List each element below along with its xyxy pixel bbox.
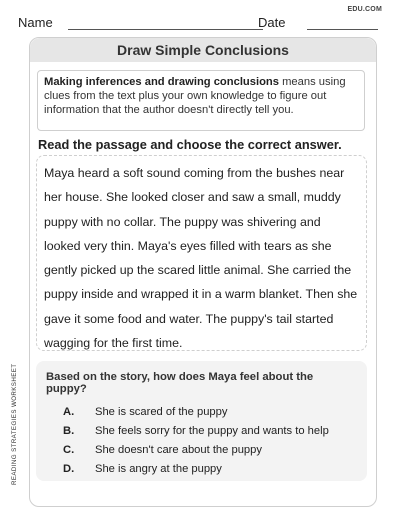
name-field-line[interactable] bbox=[68, 29, 263, 30]
definition-term: Making inferences and drawing conclusions bbox=[44, 76, 279, 88]
answer-option-b[interactable] bbox=[46, 422, 357, 441]
definition-text: means using clues from the text plus your own knowledge to figure out information that the author doesn't directly tell you. bbox=[44, 76, 346, 116]
name-label: Name bbox=[18, 15, 53, 30]
answer-option-a[interactable] bbox=[46, 403, 357, 422]
reading-passage: Maya heard a soft sound coming from the bushes near her house. She looked closer and saw a small, muddy puppy with no collar. The puppy was shivering and looked very thin. Maya's eyes filled with tears as she gently picked up the scared little animal. She carried the puppy inside and wrapped it in a warm blanket. Then she gave it some food and water. The puppy's tail started wagging for the first time. bbox=[36, 155, 367, 351]
instruction-text: Read the passage and choose the correct answer. bbox=[38, 137, 342, 152]
answer-option-c[interactable] bbox=[46, 441, 357, 460]
worksheet-card bbox=[29, 37, 377, 507]
page-title: Draw Simple Conclusions bbox=[117, 42, 289, 58]
title-bar bbox=[30, 38, 376, 62]
question-box bbox=[36, 361, 367, 481]
option-letter: A. bbox=[63, 406, 75, 418]
answer-option-d[interactable] bbox=[46, 460, 357, 479]
date-field-line[interactable] bbox=[307, 29, 378, 30]
question-text: Based on the story, how does Maya feel about the puppy? bbox=[46, 371, 314, 395]
option-letter: B. bbox=[63, 425, 75, 437]
option-text: She is angry at the puppy bbox=[95, 463, 222, 475]
header-row bbox=[18, 15, 378, 33]
option-text: She is scared of the puppy bbox=[95, 406, 228, 418]
option-letter: C. bbox=[63, 444, 75, 456]
option-letter: D. bbox=[63, 463, 75, 475]
date-label: Date bbox=[258, 15, 286, 30]
worksheet-category-label: READING STRATEGIES WORKSHEET bbox=[11, 363, 18, 485]
option-text: She doesn't care about the puppy bbox=[95, 444, 262, 456]
definition-box bbox=[37, 70, 365, 131]
brand-logo: EDU.COM bbox=[347, 6, 382, 13]
option-text: She feels sorry for the puppy and wants to help bbox=[95, 425, 329, 437]
